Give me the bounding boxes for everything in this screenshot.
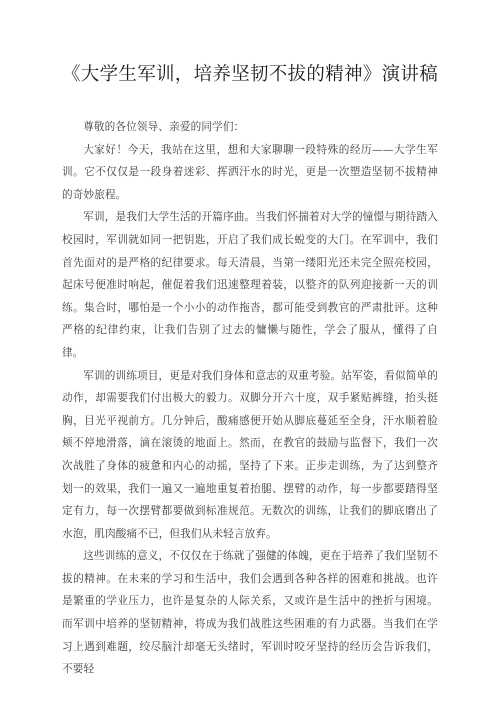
salutation-paragraph: 尊敬的各位领导、亲爱的同学们： [83, 121, 245, 133]
body-paragraph-2: 军训，是我们大学生活的开篇序曲。当我们怀揣着对大学的憧憬与期待踏入校园时，军训就如同一把钥匙，开启了我们成长蜕变的大门。在军训中，我们首先面对的是严格的纪律要求。每天清晨，当第一缕阳光还未完全照亮校园，起床号便准时响起，催促着我们迅速整理着装，以整齐的队列迎接新一天的训练。集合时，哪怕是一个小小的动作拖沓，都可能受到教官的严肃批评。这种严格的纪律约束，让我们告别了过去的慵懒与随性，学会了服从，懂得了自律。 [62, 211, 438, 359]
document-body [62, 116, 438, 681]
document-title: 《大学生军训，培养坚韧不拔的精神》演讲稿 [62, 64, 439, 85]
body-paragraph-3: 军训的训练项目，更是对我们身体和意志的双重考验。站军姿，看似简单的动作，却需要我们付出极大的毅力。双脚分开六十度，双手紧贴裤缝，抬头挺胸，目光平视前方。几分钟后，酸痛感便开始从脚底蔓延至全身，汗水顺着脸颊不停地滑落，滴在滚烫的地面上。然而，在教官的鼓励与监督下，我们一次次战胜了身体的疲惫和内心的动摇，坚持了下来。正步走训练，为了达到整齐划一的效果，我们一遍又一遍地重复着抬腿、摆臂的动作，每一步都要踏得坚定有力，每一次摆臂都要做到标准规范。无数次的训练，让我们的脚底磨出了水泡，肌肉酸痛不已，但我们从未轻言放弃。 [62, 369, 438, 540]
body-paragraph-1: 大家好！今天，我站在这里，想和大家聊聊一段特殊的经历——大学生军训。它不仅仅是一段身着迷彩、挥洒汗水的时光，更是一次塑造坚韧不拔精神的奇妙旅程。 [62, 143, 438, 201]
body-paragraph-4: 这些训练的意义，不仅仅在于练就了强健的体魄，更在于培养了我们坚韧不拔的精神。在未来的学习和生活中，我们会遇到各种各样的困难和挑战。也许是繁重的学业压力，也许是复杂的人际关系，又或许是生活中的挫折与困境。而军训中培养的坚韧精神，将成为我们战胜这些困难的有力武器。当我们在学习上遇到难题，绞尽脑汁却毫无头绪时，军训时咬牙坚持的经历会告诉我们，不要轻 [62, 550, 438, 676]
